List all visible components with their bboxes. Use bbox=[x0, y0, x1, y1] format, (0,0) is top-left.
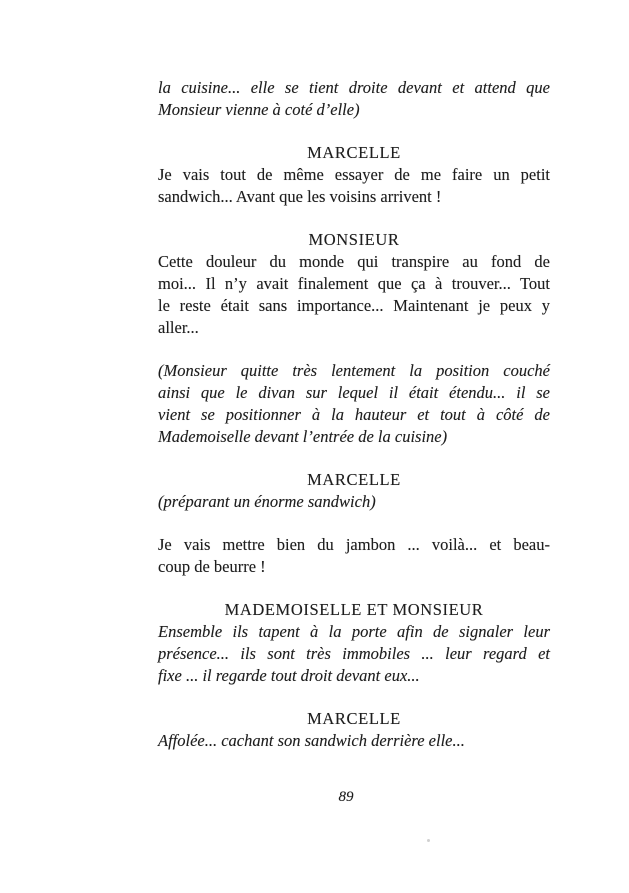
text-line: (Monsieur quitte très lentement la position couché bbox=[158, 361, 550, 380]
character-heading bbox=[158, 229, 550, 251]
text-line: MADEMOISELLE ET MONSIEUR bbox=[224, 600, 484, 619]
stage-direction bbox=[158, 77, 550, 121]
text-line: ainsi que le divan sur lequel il était étendu... il se bbox=[158, 383, 550, 402]
text-line: sandwich... Avant que les voisins arrivent ! bbox=[158, 187, 442, 206]
page-number: 89 bbox=[338, 789, 354, 805]
dialogue-paragraph bbox=[158, 164, 550, 208]
stage-direction bbox=[158, 621, 550, 687]
stage-direction bbox=[158, 491, 550, 513]
character-heading bbox=[158, 708, 550, 730]
text-line: fixe ... il regarde tout droit devant eux... bbox=[158, 666, 420, 685]
character-heading bbox=[158, 142, 550, 164]
stage-direction bbox=[158, 730, 550, 752]
scan-speck bbox=[427, 839, 430, 842]
text-line: Mademoiselle devant l’entrée de la cuisine) bbox=[158, 427, 448, 446]
text-line: Je vais tout de même essayer de me faire un petit bbox=[158, 165, 550, 184]
text-line: MONSIEUR bbox=[308, 230, 400, 249]
text-line: Affolée... cachant son sandwich derrière elle... bbox=[158, 731, 465, 750]
text-line: Monsieur vienne à coté d’elle) bbox=[158, 100, 360, 119]
text-line: moi... Il n’y avait finalement que ça à trouver... Tout bbox=[158, 274, 550, 293]
character-heading bbox=[158, 469, 550, 491]
text-line: Je vais mettre bien du jambon ... voilà... et beau- bbox=[158, 535, 550, 554]
dialogue-paragraph bbox=[158, 534, 550, 578]
text-line: la cuisine... elle se tient droite devant et attend que bbox=[158, 78, 550, 97]
text-column bbox=[158, 77, 550, 773]
character-heading bbox=[158, 599, 550, 621]
dialogue-paragraph bbox=[158, 251, 550, 339]
stage-direction bbox=[158, 360, 550, 448]
text-line: Cette douleur du monde qui transpire au fond de bbox=[158, 252, 550, 271]
text-line: le reste était sans importance... Maintenant je peux y bbox=[158, 296, 550, 315]
text-line: MARCELLE bbox=[307, 470, 401, 489]
text-line: coup de beurre ! bbox=[158, 557, 266, 576]
text-line: aller... bbox=[158, 318, 199, 337]
text-line: MARCELLE bbox=[307, 143, 401, 162]
text-line: Ensemble ils tapent à la porte afin de signaler leur bbox=[158, 622, 550, 641]
text-line: (préparant un énorme sandwich) bbox=[158, 492, 376, 511]
text-line: présence... ils sont très immobiles ... leur regard et bbox=[158, 644, 550, 663]
text-line: MARCELLE bbox=[307, 709, 401, 728]
text-line: vient se positionner à la hauteur et tout à côté de bbox=[158, 405, 550, 424]
